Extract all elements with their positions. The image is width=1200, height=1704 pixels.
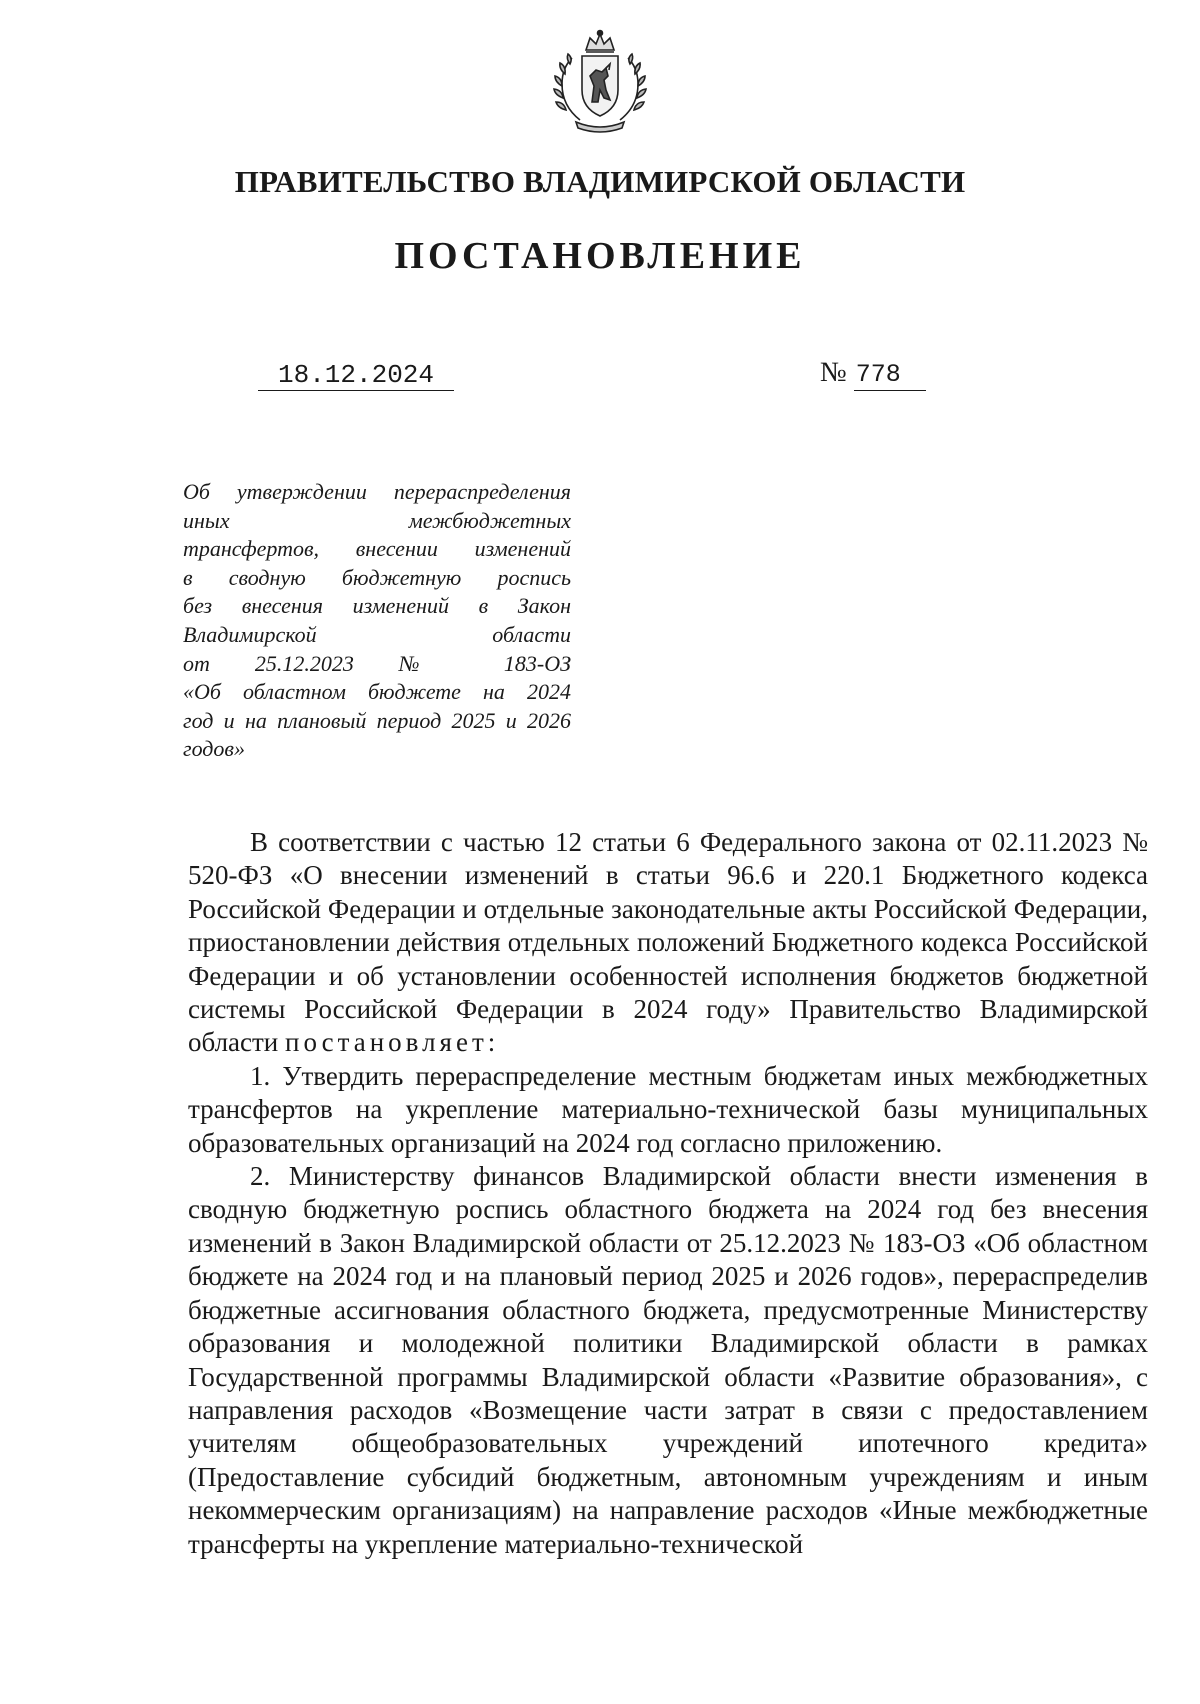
organization-title: ПРАВИТЕЛЬСТВО ВЛАДИМИРСКОЙ ОБЛАСТИ [234, 164, 966, 199]
subject-line: без внесения изменений в Закон [183, 593, 571, 619]
document-number-block [820, 358, 926, 391]
document-number: 778 [854, 360, 926, 391]
subject-line: Владимирской области [183, 621, 571, 647]
decrees-word: постановляет [285, 1027, 488, 1058]
subject-line: в сводную бюджетную роспись [183, 564, 571, 590]
subject-line: трансфертов, внесении изменений [183, 536, 571, 562]
document-body [188, 826, 1148, 1561]
document-date: 18.12.2024 [258, 360, 454, 391]
subject-line: от 25.12.2023 № 183-ОЗ [183, 650, 571, 676]
subject-line: Об утверждении перераспределения [183, 479, 571, 504]
coat-of-arms-icon [536, 28, 664, 134]
document-subject [183, 478, 571, 764]
preamble-paragraph [188, 826, 1148, 1060]
document-type-title: ПОСТАНОВЛЕНИЕ [394, 235, 806, 277]
item-1-paragraph: 1. Утвердить перераспределение местным бюджетам иных межбюджетных трансфертов на укрепление материально-технической базы муниципальных образовательных организаций на 2024 год согласно приложению. [188, 1060, 1148, 1158]
item-2-paragraph: 2. Министерству финансов Владимирской области внести изменения в сводную бюджетную роспись областного бюджета на 2024 год без внесения изменений в Закон Владимирской области от 25.12.2023 № 183-ОЗ «Об областном бюджете на 2024 год и на плановый период 2025 и 2026 годов», перераспределив бюджетные ассигнования областного бюджета, предусмотренные Министерству образования и молодежной политики Владимирской области в рамках Государственной программы Владимирской области «Развитие образования», с направления расходов «Возмещение части затрат в связи с предоставлением учителям общеобразовательных учреждений ипотечного кредита» (Предоставление субсидий бюджетным, автономным учреждениям и иным некоммерческим организациям) на направление расходов «Иные межбюджетные трансферты на укрепление материально-технической [188, 1161, 1148, 1559]
number-sign: № [820, 357, 847, 388]
subject-line: годов» [183, 736, 245, 762]
preamble-end: : [487, 1027, 496, 1058]
subject-line: «Об областном бюджете на 2024 [183, 679, 571, 705]
subject-line: иных межбюджетных [183, 507, 571, 533]
preamble-text: В соответствии с частью 12 статьи 6 Федерального закона от 02.11.2023 № 520-ФЗ «О внесении изменений в статьи 96.6 и 220.1 Бюджетного кодекса Российской Федерации и отдельные законодательные акты Российской Федерации, приостановлении действия отдельных положений Бюджетного кодекса Российской Федерации и об установлении особенностей исполнения бюджетов бюджетной системы Российской Федерации в 2024 году» Правительство Владимирской области [188, 827, 1148, 1058]
subject-line: год и на плановый период 2025 и 2026 [183, 707, 571, 733]
